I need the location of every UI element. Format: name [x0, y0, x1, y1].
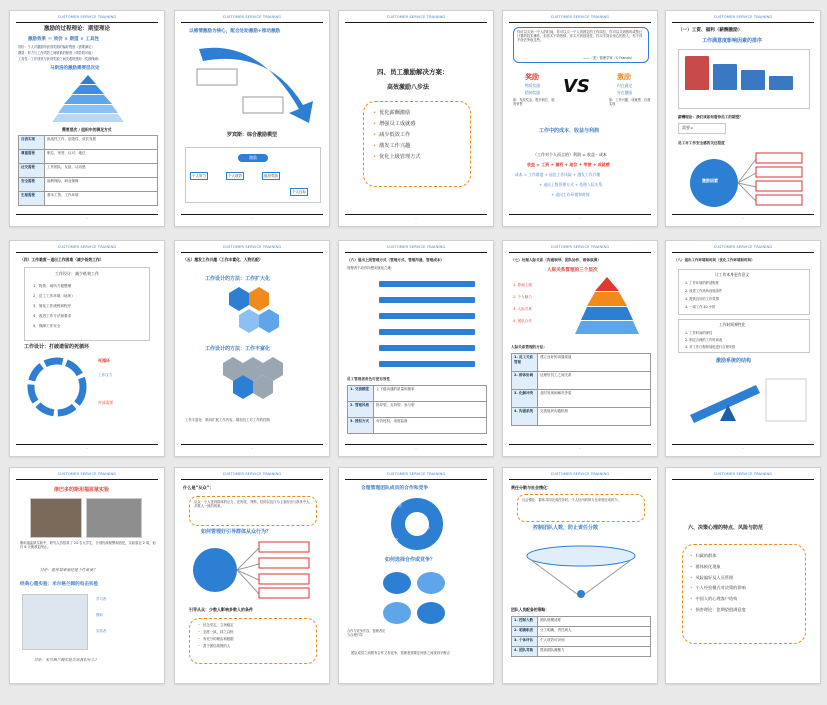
table-row	[512, 647, 651, 657]
ranking-bar	[685, 56, 709, 90]
list-item: 5、保障工作安全	[33, 324, 61, 328]
table-title: 员工管理者角色可使有效性	[347, 377, 391, 381]
table-cell: 4. 沟通系统	[512, 408, 538, 426]
tag-text: 需要=	[682, 125, 694, 130]
slide-title: 津巴多的斯坦福监狱实验	[54, 487, 110, 493]
subtitle: 工作满意度影响因素的排序	[702, 38, 763, 44]
slide-title: 以感情激励为核心，配合处助激励+推动激励	[189, 29, 281, 34]
list-item: • 优化薪酬激励	[373, 111, 421, 117]
diffusion-diagram	[521, 538, 641, 598]
node-label: 个人绩效	[226, 172, 244, 180]
table-cell: 3. 个体评估	[512, 637, 538, 647]
page-header	[672, 468, 814, 480]
arrow-bar	[379, 361, 475, 367]
tag-box	[678, 123, 726, 134]
section-heading: 工作设计的方法：工作丰富化	[205, 346, 271, 352]
page-number: -	[742, 216, 744, 220]
brand-text: CUSTOMER SERVICE TRAINING	[222, 244, 282, 249]
table-row	[512, 627, 651, 637]
balance-diagram	[680, 371, 810, 431]
body-text: 斯坦福监狱实验中，研究人员招募了 24 名大学生，分别扮演狱警和囚犯，实验原定 2 周，但仅 6 天就被迫终止。	[20, 541, 156, 549]
brand-text: CUSTOMER SERVICE TRAINING	[386, 14, 446, 19]
page-number: -	[251, 446, 253, 450]
slide-title: 责任分散与社会惰化：	[511, 485, 551, 490]
level-label: 1. 影响上级	[513, 283, 532, 287]
table-row	[19, 136, 158, 150]
table-title: 人际关系管理的方法：	[511, 345, 547, 349]
reward-note: 如：发放奖金、提升职位、颁发荣誉	[513, 98, 555, 106]
table-cell: 个人绩效可识别	[538, 637, 651, 647]
slide-title: 合理管理团队成员的合作和竞争	[361, 486, 429, 491]
table-cell: 2. 明确职责	[512, 627, 538, 637]
section-heading: 如何管理好引导群体从众行为？	[201, 529, 272, 535]
table-cell: 自我实现	[19, 136, 45, 150]
subtitle: 高效激励八步法	[387, 84, 430, 91]
factors-diagram	[680, 151, 810, 217]
table-cell: 1. 员工关系管理	[512, 354, 538, 372]
table-cell: 有效授权、适度监督	[374, 418, 487, 434]
table-cell: 福利保险、职业保障	[45, 178, 158, 192]
table-cell: 分工明确，责任到人	[538, 627, 651, 637]
brand-text: CUSTOMER SERVICE TRAINING	[713, 14, 773, 19]
page-number: -	[579, 446, 581, 450]
body-text: 团队成员之间既有合作又有竞争，管理者需要在两者之间找到平衡点	[351, 651, 450, 655]
table-cell: 及时发现和解决矛盾	[538, 390, 651, 408]
table-cell: 尊重需要	[19, 150, 45, 164]
slide-title: 什么是“从众”：	[183, 485, 214, 490]
level-label: 4. 团队合作	[513, 319, 532, 323]
cycle-note: 外部需要	[98, 400, 114, 405]
list-item: 3. 对工作日程和加班进行合理安排	[685, 345, 736, 349]
brand-text: CUSTOMER SERVICE TRAINING	[550, 244, 610, 249]
list-item: • 有充分的理由和根据	[198, 638, 308, 642]
page-footer	[345, 214, 487, 221]
equation: + 退出工作环境和时间	[551, 192, 590, 197]
list-item: • 归属的群体	[690, 554, 746, 559]
arrow-bar	[379, 329, 475, 335]
table-cell: 上下级沟通的质量和频率	[374, 386, 487, 402]
ranking-bar	[769, 76, 793, 90]
subtitle: 人际关系管理的三个层次	[547, 268, 598, 273]
table-title: 需要层次 / 组织中的满足方式	[62, 127, 112, 132]
table-cell: 挑战性工作、创造性、成长发展	[45, 136, 158, 150]
page-footer	[672, 214, 814, 221]
definition-box	[189, 496, 317, 526]
list-box	[24, 267, 150, 341]
list-item: 4、改进工作方法和要求	[33, 314, 72, 318]
page-footer	[181, 214, 323, 221]
page-header	[509, 241, 651, 253]
table-cell: 社交需要	[19, 164, 45, 178]
section-heading: 工作中的成本、收益与利润	[539, 128, 600, 134]
table-row	[19, 164, 158, 178]
bubble	[383, 602, 411, 624]
model-diagram	[185, 147, 321, 203]
box-title: 工作时间弹性化	[719, 322, 746, 327]
list-item: • 中国人的心理客户结构	[690, 597, 746, 602]
list-item: • 激发工作兴趣	[373, 144, 421, 150]
note-line: 期望：努力与工作绩效之间联系的程度（绩效的可能）	[18, 51, 95, 55]
table-cell: 2. 管理风格	[348, 402, 374, 418]
page-footer	[181, 444, 323, 451]
strategy-table	[511, 616, 651, 657]
page-header	[181, 468, 323, 480]
list-item: 1. 工作时间的弹性	[685, 331, 713, 335]
relations-table	[511, 353, 651, 426]
slide-title: （五）激发工作兴趣（工作丰富化、人物匹配）	[183, 257, 263, 262]
page-number: -	[415, 446, 417, 450]
node-label: 个人努力	[190, 172, 208, 180]
experiment-diagram	[22, 594, 88, 650]
vs-mark: VS	[563, 76, 590, 97]
list-item: 1. 工作环境的舒适程度	[685, 281, 719, 285]
page-header	[672, 11, 814, 23]
conformity-diagram	[189, 540, 319, 600]
table-cell: 1. 交流精度	[348, 386, 374, 402]
page-header	[345, 11, 487, 23]
list-item: 1、物资、场所方便整理	[33, 284, 72, 288]
table-row	[19, 178, 158, 192]
slide-title: 六、决策心理的特点、风险与防范	[688, 525, 764, 531]
section-heading: 激励系统的结构	[716, 358, 752, 364]
page-thumbnail-14[interactable]	[502, 467, 658, 684]
cycle-note: 死循环	[98, 358, 110, 363]
pyramid-diagram	[575, 277, 639, 335]
experiment-photo	[30, 498, 82, 538]
brand-text: CUSTOMER SERVICE TRAINING	[222, 471, 282, 476]
table-cell: 3. 授权方式	[348, 418, 374, 434]
definition-text: 社会惰化：群体共同完成任务时，个人付出的努力比单独完成时少。	[522, 498, 621, 502]
table-cell: 完善组织沟通机制	[538, 408, 651, 426]
page-thumbnail-7[interactable]	[174, 240, 330, 457]
section-heading: 工作设计：打破遗留的死循环	[24, 344, 90, 350]
page-thumbnail-10[interactable]	[665, 240, 821, 457]
page-header	[345, 468, 487, 480]
note-text: 合作与竞争并存，管理者应当合理引导	[347, 629, 386, 637]
ranking-chart	[678, 49, 810, 109]
node-label: 个人目标	[290, 188, 308, 196]
list-item: 2、员工工作环境（场所）	[33, 294, 75, 298]
page-header	[672, 241, 814, 253]
brand-text: CUSTOMER SERVICE TRAINING	[386, 244, 446, 249]
table-cell: 职位、荣誉、认可、地位	[45, 150, 158, 164]
section-heading: 控制团队人数，防止责任分散	[533, 525, 599, 531]
arrow-diagram	[189, 39, 319, 125]
role-label: 教师	[96, 613, 103, 617]
page-thumbnail-15[interactable]	[665, 467, 821, 684]
experiment-photo	[86, 498, 142, 538]
page-footer	[345, 444, 487, 451]
table-row	[512, 354, 651, 372]
brand-text: CUSTOMER SERVICE TRAINING	[713, 471, 773, 476]
subtitle: 马斯洛的激励需要层次论	[50, 66, 100, 71]
motivation-item: 外在激励	[617, 90, 633, 95]
list-item: 3、简化工作流程和程序	[33, 304, 72, 308]
bubble	[383, 572, 411, 594]
level-label: 3. 人际关系	[513, 307, 532, 311]
page-header	[509, 11, 651, 23]
box-title: 工作设计：减少低效工作	[55, 271, 99, 276]
question: 薪酬理论：我们该如何看待员工的期望？	[678, 115, 743, 119]
page-header	[345, 241, 487, 253]
brand-text: CUSTOMER SERVICE TRAINING	[713, 244, 773, 249]
hexagon-diagram	[215, 357, 291, 413]
table-row	[512, 408, 651, 426]
brand-text: CUSTOMER SERVICE TRAINING	[550, 471, 610, 476]
pyramid-diagram	[52, 75, 124, 123]
quote-text: 你可以买到一个人的时间，你可以买一个人到固定的工作岗位，你可以买到按时或按日计算的技术操作，但你买不到热情，你买不到创造性，你买不到全身心的投入，你不得不设法争取这些。	[517, 30, 643, 42]
page-header	[16, 241, 158, 253]
note-line: 工具性：工作绩效与获得奖励之间关系的感知（奖励保障）	[18, 57, 101, 61]
motivation-item: 内在满足	[617, 83, 633, 88]
subtitle: 管理者不动你所想到优化之地：	[347, 266, 395, 270]
slide-title: （四）工作难度－退出工作困难（减少低效工作）	[20, 257, 104, 262]
page-thumbnail-2[interactable]	[174, 10, 330, 227]
brand-text: CUSTOMER SERVICE TRAINING	[57, 14, 117, 19]
list-item: 3. 提供良好的工作氛围	[685, 297, 719, 301]
page-footer	[509, 444, 651, 451]
page-number: -	[415, 216, 417, 220]
list-item: • 态度一致，持之以恒	[198, 631, 308, 635]
arrow-bar	[379, 345, 475, 351]
bubble	[417, 602, 445, 624]
table-cell: 生理需要	[19, 192, 45, 206]
slide-title: （六）退出上级管理方式（管理方式、管理沟通、管理成本）	[347, 258, 445, 262]
level-label: 2. 个人魅力	[513, 295, 532, 299]
section-heading: 引导从众：少数人影响多数人的条件	[189, 607, 253, 612]
brand-text: CUSTOMER SERVICE TRAINING	[550, 14, 610, 19]
table-cell: 建立良好的沟通渠道	[538, 354, 651, 372]
list-item: 4. 一周工作 40 小时	[685, 305, 716, 309]
page-number: -	[86, 446, 88, 450]
brand-text: CUSTOMER SERVICE TRAINING	[57, 471, 117, 476]
equation: 收益 = 工资 + 福利 + 地位 + 荣誉 + 成就感	[527, 162, 610, 167]
page-thumbnail-11[interactable]	[9, 467, 165, 684]
table-row	[512, 637, 651, 647]
page-thumbnail-9[interactable]	[502, 240, 658, 457]
table-row	[348, 418, 487, 434]
slide-title: 激励的过程理论：期望理论	[44, 26, 111, 32]
needs-table	[18, 135, 158, 206]
subheading: 员工对工作安全感的关注程度	[678, 141, 725, 145]
hexagon-diagram	[219, 287, 289, 337]
table-cell: 1. 控制人数	[512, 617, 538, 627]
page-thumbnail-4[interactable]	[502, 10, 658, 227]
brand-text: CUSTOMER SERVICE TRAINING	[57, 244, 117, 249]
list-item: • 个人经验模式对决策的影响	[690, 586, 746, 591]
page-header	[181, 241, 323, 253]
table-cell: 团队规模适度	[538, 617, 651, 627]
ranking-bar	[741, 70, 765, 90]
list-item: • 优化上级管理方式	[373, 155, 421, 161]
conditions-list	[189, 618, 317, 664]
motivation-note: 如：工作兴趣、成就感、自我实现	[609, 98, 651, 106]
note-line: 效价：个人对激励所获得奖励的偏好程度（需要满足）	[18, 45, 95, 49]
brand-text: CUSTOMER SERVICE TRAINING	[386, 471, 446, 476]
table-row	[512, 617, 651, 627]
role-label: 学习者	[96, 597, 107, 601]
cycle-diagram	[22, 357, 92, 417]
table-cell: 处理好员工之间关系	[538, 372, 651, 390]
equation: （工作对个人而言的）利润 = 收益 - 成本	[533, 152, 607, 157]
management-table	[347, 385, 487, 434]
motivation-title: 激励	[617, 73, 631, 81]
section-heading: 经典心理实验：米尔格兰姆的电击实验	[20, 582, 99, 587]
cycle-note: 工作压力	[98, 373, 113, 377]
page-number: -	[742, 446, 744, 450]
list-item: • 群体极化现象	[690, 565, 746, 570]
subtitle: 罗宾斯：综合激励模型	[227, 132, 278, 138]
equation: 成本 = 工作难度 + 退出工作风险 + 激发工作兴趣	[515, 172, 601, 177]
table-cell: 4. 团队考核	[512, 647, 538, 657]
page-header	[16, 11, 158, 23]
center-node: 激励	[238, 154, 268, 162]
list-item: 2. 改善工作场所设施条件	[685, 289, 723, 293]
table-row	[512, 372, 651, 390]
page-thumbnail-12[interactable]	[174, 467, 330, 684]
table-cell: 工作团队、友谊、认同感	[45, 164, 158, 178]
page-header	[509, 468, 651, 480]
page-footer	[16, 214, 158, 221]
list-item: • 善于团结周围的人	[198, 645, 308, 649]
slide-title: （一）工资、福利（薪酬激励）	[678, 28, 743, 33]
node-label: 组织奖励	[262, 172, 280, 180]
slide-title: （八）退出工作环境和时间（优化工作环境和时间）	[674, 258, 755, 262]
section-heading: 团队人员配备的策略：	[511, 607, 549, 612]
page-thumbnail-3[interactable]	[338, 10, 494, 227]
list-item: • 信念坚定，立场稳定	[198, 624, 308, 628]
list-item: • 损害理论：您期望值满意度	[690, 608, 746, 613]
page-thumbnail-13[interactable]	[338, 467, 494, 684]
page-number: -	[579, 216, 581, 220]
list-box	[678, 319, 810, 353]
bubble	[417, 572, 445, 594]
table-row	[19, 192, 158, 206]
page-header	[16, 468, 158, 480]
role-label: 实验者	[96, 629, 107, 633]
list-box	[678, 269, 810, 315]
page-thumbnail-1[interactable]	[9, 10, 165, 227]
table-cell: 指导型、支持型、参与型	[374, 402, 487, 418]
page-header	[181, 11, 323, 23]
table-row	[348, 402, 487, 418]
brand-text: CUSTOMER SERVICE TRAINING	[222, 14, 282, 19]
formula: 激励效果 ＝ 效价 × 期望 × 工具性	[28, 37, 99, 42]
page-footer	[672, 444, 814, 451]
page-thumbnail-5[interactable]	[665, 10, 821, 227]
list-item: • 增强员工成就感	[373, 122, 421, 128]
equation: + 退出上级管理方式 + 处理人际关系	[539, 182, 603, 187]
discussion-question: 讨论：米尔格兰姆实验告诉我们什么？	[34, 657, 99, 662]
list-item: 2. 制定合理的工作时间表	[685, 338, 723, 342]
ranking-bar	[713, 64, 737, 90]
page-footer	[509, 214, 651, 221]
table-row	[19, 150, 158, 164]
table-cell: 安全需要	[19, 178, 45, 192]
slide-title: 四、员工激励解决方案：	[377, 68, 449, 76]
reward-item: 物质奖励	[525, 83, 541, 88]
definition-box	[517, 494, 645, 522]
segment-label: 竞争	[423, 526, 430, 530]
page-number: -	[251, 216, 253, 220]
center-label: 激励因素	[702, 178, 718, 183]
table-cell: 2. 群体协调	[512, 372, 538, 390]
list-item: • 减少低效工作	[373, 133, 421, 139]
page-footer	[16, 444, 158, 451]
reward-item: 精神奖励	[525, 90, 541, 95]
table-cell: 提高团队凝聚力	[538, 647, 651, 657]
slide-title: （七）处理人际关系（沟通领导、团队协作、群体氛围）	[511, 258, 601, 262]
reward-title: 奖励	[525, 73, 539, 81]
topic-list	[690, 554, 746, 619]
arrow-bar	[379, 281, 475, 287]
table-row	[512, 390, 651, 408]
section-heading: 如何选择合作或竞争？	[385, 557, 436, 563]
page-thumbnail-8[interactable]	[338, 240, 494, 457]
arrow-bar	[379, 313, 475, 319]
page-number: -	[86, 216, 88, 220]
section-heading: 工作设计的方法：工作扩大化	[205, 276, 271, 282]
quote-source: ——（美）管理学家（C·Francis）	[583, 56, 635, 60]
list-item: • 风险偏好及人员管理	[690, 576, 746, 581]
page-thumbnail-6[interactable]	[9, 240, 165, 457]
arrow-bar	[379, 297, 475, 303]
segment-label: 合作	[395, 504, 402, 508]
segment-label: 冲突	[391, 538, 398, 542]
definition-text: 从众：个人受到群体的压力，在知觉、判断、信仰以及行为上表现出与群体中大多数人一致的现象。	[194, 500, 310, 508]
table-cell: 基本工资、工作环境	[45, 192, 158, 206]
table-cell: 3. 化解冲突	[512, 390, 538, 408]
method-list	[373, 111, 421, 166]
box-title: 让工作本身更有意义	[715, 272, 750, 277]
note-text: 工作丰富化：纵向扩展工作内容，增加员工对工作的控制	[185, 418, 270, 422]
table-row	[348, 386, 487, 402]
discussion-question: 讨论：是环境重要还是个性重要？	[40, 567, 97, 572]
